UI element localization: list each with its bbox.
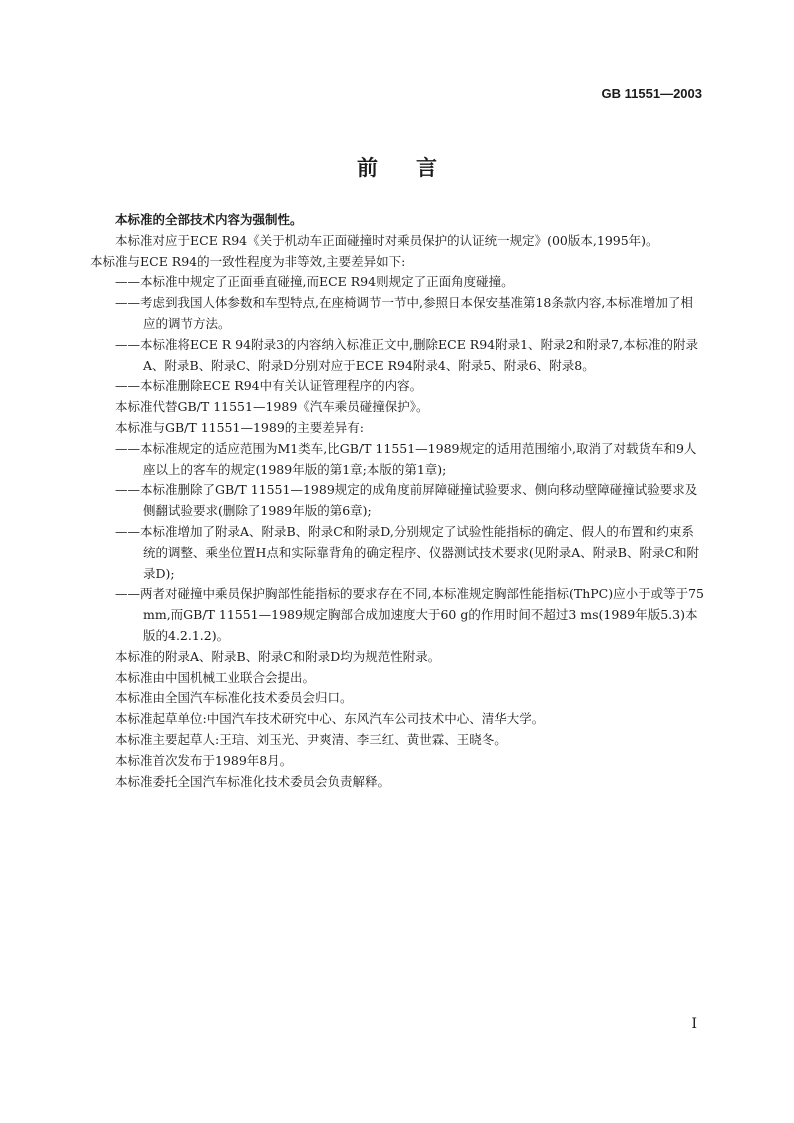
paragraph-mandatory: 本标准的全部技术内容为强制性。	[115, 212, 303, 227]
paragraph-annexes: 本标准的附录A、附录B、附录C和附录D均为规范性附录。	[115, 648, 441, 664]
paragraph-proposed-by: 本标准由中国机械工业联合会提出。	[115, 669, 316, 685]
paragraph-consistency: 本标准与ECE R94的一致性程度为非等效,主要差异如下:	[90, 253, 406, 269]
foreword-body	[90, 210, 704, 792]
page-title: 前言	[357, 156, 475, 180]
paragraph-under-jurisdiction: 本标准由全国汽车标准化技术委员会归口。	[115, 690, 353, 706]
page-number: I	[691, 1016, 697, 1032]
paragraph-correspondence: 本标准对应于ECE R94《关于机动车正面碰撞时对乘员保护的认证统一规定》(00版本,1995年)。	[115, 232, 659, 248]
difference-item-4: ——本标准删除ECE R94中有关认证管理程序的内容。	[115, 378, 423, 394]
difference-item-7: ——本标准增加了附录A、附录B、附录C和附录D,分别规定了试验性能指标的确定、假人的布置和约束系统的调整、乘坐位置H点和实际靠背角的确定程序、仪器测试技术要求(见附录A、附录B、附录C和附录D);	[115, 523, 700, 581]
difference-item-8: ——两者对碰撞中乘员保护胸部性能指标的要求存在不同,本标准规定胸部性能指标(ThPC)应小于或等于75 mm,而GB/T 11551—1989规定胸部合成加速度大于60 g的作用时间不超过3 ms(1989年版5.3)本版的4.2.1.2)。	[115, 586, 704, 643]
paragraph-drafters: 本标准主要起草人:王琂、刘玉光、尹爽清、李三红、黄世霖、王晓冬。	[115, 731, 507, 747]
difference-item-2: ——考虑到我国人体参数和车型特点,在座椅调节一节中,参照日本保安基准第18条款内容,本标准增加了相应的调节方法。	[115, 295, 693, 331]
difference-item-5: ——本标准规定的适应范围为M1类车,比GB/T 11551—1989规定的适用范围缩小,取消了对载货车和9人座以上的客车的规定(1989年版的第1章;本版的第1章);	[115, 440, 697, 477]
difference-item-3: ——本标准将ECE R 94附录3的内容纳入标准正文中,删除ECE R94附录1、附录2和附录7,本标准的附录A、附录B、附录C、附录D分别对应于ECE R94附录4、附录5、附录6、附录8。	[115, 336, 698, 373]
paragraph-main-differences: 本标准与GB/T 11551—1989的主要差异有:	[115, 419, 364, 435]
paragraph-replaces: 本标准代替GB/T 11551—1989《汽车乘员碰撞保护》。	[115, 399, 429, 415]
paragraph-first-published: 本标准首次发布于1989年8月。	[115, 752, 293, 768]
difference-item-1: ——本标准中规定了正面垂直碰撞,而ECE R94则规定了正面角度碰撞。	[115, 274, 514, 290]
standard-number: GB 11551—2003	[601, 86, 702, 101]
paragraph-interpretation: 本标准委托全国汽车标准化技术委员会负责解释。	[115, 773, 391, 789]
difference-item-6: ——本标准删除了GB/T 11551—1989规定的成角度前屏障碰撞试验要求、侧向移动壁障碰撞试验要求及侧翻试验要求(删除了1989年版的第6章);	[115, 482, 698, 519]
paragraph-drafting-units: 本标准起草单位:中国汽车技术研究中心、东风汽车公司技术中心、清华大学。	[115, 711, 545, 727]
